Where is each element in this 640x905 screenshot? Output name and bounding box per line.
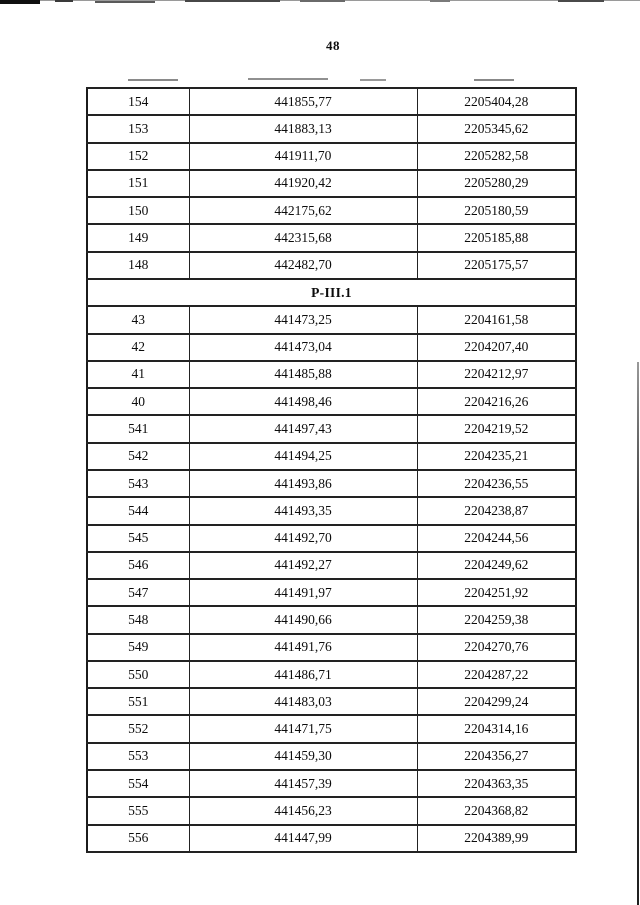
table-row [87, 334, 576, 361]
point-number-cell: 543 [87, 470, 189, 497]
coordinate-x-cell: 441493,35 [189, 497, 417, 524]
table-row [87, 306, 576, 333]
table-row [87, 170, 576, 197]
table-row [87, 224, 576, 251]
table-row [87, 470, 576, 497]
coordinate-x-cell: 441497,43 [189, 415, 417, 442]
table-row [87, 443, 576, 470]
table-row [87, 797, 576, 824]
coordinate-y-cell: 2204207,40 [417, 334, 576, 361]
coordinate-x-cell: 441473,25 [189, 306, 417, 333]
coordinate-x-cell: 441491,97 [189, 579, 417, 606]
coordinate-y-cell: 2204299,24 [417, 688, 576, 715]
coordinate-x-cell: 441883,13 [189, 115, 417, 142]
coordinates-table-body [87, 88, 576, 852]
point-number-cell: 41 [87, 361, 189, 388]
coordinate-y-cell: 2205282,58 [417, 143, 576, 170]
point-number-cell: 552 [87, 715, 189, 742]
point-number-cell: 546 [87, 552, 189, 579]
point-number-cell: 542 [87, 443, 189, 470]
table-row [87, 770, 576, 797]
table-row [87, 688, 576, 715]
coordinate-y-cell: 2204389,99 [417, 825, 576, 852]
coordinate-x-cell: 441493,86 [189, 470, 417, 497]
scan-artifact [474, 79, 514, 81]
point-number-cell: 153 [87, 115, 189, 142]
table-row [87, 825, 576, 852]
point-number-cell: 154 [87, 88, 189, 115]
table-row [87, 143, 576, 170]
coordinate-y-cell: 2205280,29 [417, 170, 576, 197]
point-number-cell: 555 [87, 797, 189, 824]
coordinate-x-cell: 441494,25 [189, 443, 417, 470]
point-number-cell: 553 [87, 743, 189, 770]
coordinate-x-cell: 441456,23 [189, 797, 417, 824]
table-row [87, 361, 576, 388]
coordinate-y-cell: 2204161,58 [417, 306, 576, 333]
coordinate-y-cell: 2204236,55 [417, 470, 576, 497]
scan-artifact [0, 0, 640, 1]
coordinate-x-cell: 442175,62 [189, 197, 417, 224]
scan-artifact [0, 0, 40, 4]
coordinate-x-cell: 441491,76 [189, 634, 417, 661]
scan-artifact [128, 79, 178, 81]
coordinate-y-cell: 2204238,87 [417, 497, 576, 524]
point-number-cell: 554 [87, 770, 189, 797]
coordinate-x-cell: 441492,27 [189, 552, 417, 579]
point-number-cell: 549 [87, 634, 189, 661]
table-row [87, 579, 576, 606]
point-number-cell: 545 [87, 525, 189, 552]
coordinate-y-cell: 2204287,22 [417, 661, 576, 688]
table-row [87, 606, 576, 633]
section-header-row [87, 279, 576, 306]
point-number-cell: 547 [87, 579, 189, 606]
table-row [87, 743, 576, 770]
coordinate-x-cell: 441471,75 [189, 715, 417, 742]
table-row [87, 552, 576, 579]
coordinate-y-cell: 2205185,88 [417, 224, 576, 251]
coordinate-x-cell: 441490,66 [189, 606, 417, 633]
coordinate-y-cell: 2204216,26 [417, 388, 576, 415]
point-number-cell: 151 [87, 170, 189, 197]
point-number-cell: 40 [87, 388, 189, 415]
coordinate-y-cell: 2204219,52 [417, 415, 576, 442]
table-row [87, 252, 576, 279]
scan-artifact [248, 78, 328, 80]
coordinate-x-cell: 441855,77 [189, 88, 417, 115]
table-row [87, 415, 576, 442]
coordinate-y-cell: 2204235,21 [417, 443, 576, 470]
point-number-cell: 541 [87, 415, 189, 442]
coordinate-y-cell: 2204270,76 [417, 634, 576, 661]
page-number: 48 [326, 38, 340, 53]
point-number-cell: 152 [87, 143, 189, 170]
coordinate-y-cell: 2204251,92 [417, 579, 576, 606]
coordinate-x-cell: 441492,70 [189, 525, 417, 552]
coordinate-y-cell: 2204244,56 [417, 525, 576, 552]
coordinate-y-cell: 2204259,38 [417, 606, 576, 633]
scan-artifact [55, 0, 73, 2]
coordinate-x-cell: 441920,42 [189, 170, 417, 197]
coordinate-x-cell: 441911,70 [189, 143, 417, 170]
table-row [87, 715, 576, 742]
point-number-cell: 148 [87, 252, 189, 279]
coordinate-y-cell: 2205180,59 [417, 197, 576, 224]
coordinate-y-cell: 2205404,28 [417, 88, 576, 115]
coordinate-y-cell: 2204363,35 [417, 770, 576, 797]
coordinate-x-cell: 442315,68 [189, 224, 417, 251]
point-number-cell: 556 [87, 825, 189, 852]
coordinate-y-cell: 2205175,57 [417, 252, 576, 279]
scan-artifact [637, 362, 639, 905]
table-row [87, 388, 576, 415]
coordinate-x-cell: 441473,04 [189, 334, 417, 361]
table-row [87, 525, 576, 552]
point-number-cell: 42 [87, 334, 189, 361]
table-row [87, 115, 576, 142]
scan-artifact [558, 0, 604, 2]
coordinate-y-cell: 2204314,16 [417, 715, 576, 742]
table-row [87, 497, 576, 524]
section-label: Р-III.1 [87, 279, 576, 306]
point-number-cell: 550 [87, 661, 189, 688]
coordinate-x-cell: 441459,30 [189, 743, 417, 770]
coordinate-x-cell: 441498,46 [189, 388, 417, 415]
coordinate-y-cell: 2204356,27 [417, 743, 576, 770]
point-number-cell: 150 [87, 197, 189, 224]
coordinate-y-cell: 2204368,82 [417, 797, 576, 824]
coordinates-table [86, 87, 577, 853]
coordinate-y-cell: 2205345,62 [417, 115, 576, 142]
point-number-cell: 544 [87, 497, 189, 524]
scan-artifact [95, 1, 155, 3]
scan-artifact [360, 79, 386, 81]
point-number-cell: 43 [87, 306, 189, 333]
table-row [87, 88, 576, 115]
coordinate-x-cell: 442482,70 [189, 252, 417, 279]
coordinate-y-cell: 2204249,62 [417, 552, 576, 579]
coordinate-x-cell: 441486,71 [189, 661, 417, 688]
coordinate-x-cell: 441457,39 [189, 770, 417, 797]
scan-artifact [300, 0, 345, 2]
point-number-cell: 548 [87, 606, 189, 633]
coordinate-y-cell: 2204212,97 [417, 361, 576, 388]
coordinate-x-cell: 441485,88 [189, 361, 417, 388]
scan-artifact [185, 0, 280, 2]
table-row [87, 197, 576, 224]
coordinate-x-cell: 441483,03 [189, 688, 417, 715]
scan-artifact [430, 0, 450, 2]
point-number-cell: 551 [87, 688, 189, 715]
coordinate-x-cell: 441447,99 [189, 825, 417, 852]
point-number-cell: 149 [87, 224, 189, 251]
table-row [87, 661, 576, 688]
table-row [87, 634, 576, 661]
